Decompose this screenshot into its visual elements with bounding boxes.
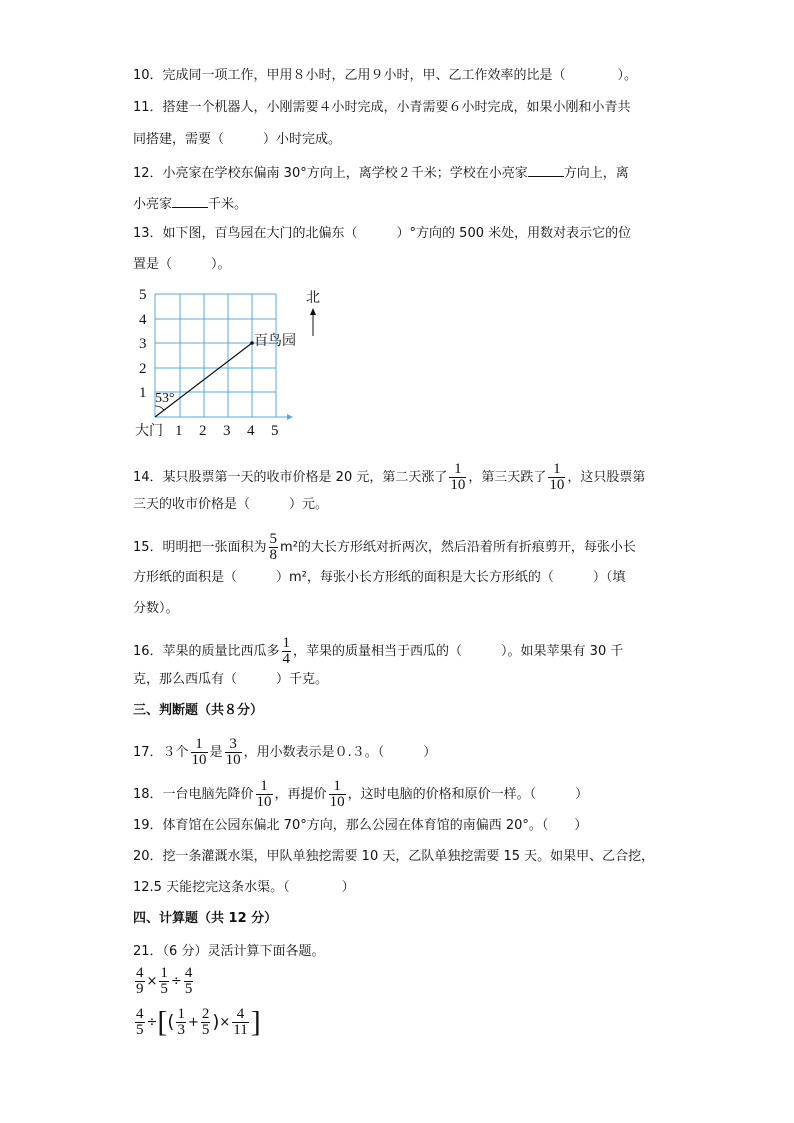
y-tick-label: 1	[139, 385, 147, 401]
denominator: 8	[269, 547, 278, 563]
denominator: 10	[549, 477, 565, 493]
fraction	[191, 737, 208, 768]
fraction	[201, 1007, 211, 1038]
denominator: 9	[136, 981, 144, 997]
right-paren: )	[212, 1011, 220, 1033]
numerator: 1	[191, 737, 208, 753]
operator: ÷	[170, 974, 182, 989]
y-tick-label: 5	[139, 287, 147, 303]
expression-2	[133, 1007, 261, 1038]
q14-text-b: ，第三天跌了	[468, 470, 547, 485]
numerator: 1	[329, 779, 346, 795]
q16-text-b: ，苹果的质量相当于西瓜的（ ）。如果苹果有 30 千	[293, 644, 624, 659]
question-12-line1	[133, 164, 629, 182]
fraction	[159, 966, 169, 997]
fraction	[282, 636, 292, 667]
numerator: 1	[177, 1006, 185, 1022]
question-15-line2: 方形纸的面积是（ ）m²，每张小长方形纸的面积是大长方形纸的（ ）（填	[133, 570, 626, 585]
denominator: 5	[136, 1022, 144, 1038]
q12-text-d: 千米。	[208, 197, 248, 212]
fraction	[135, 966, 145, 997]
y-tick-label: 2	[139, 361, 147, 377]
fraction	[232, 1007, 248, 1038]
operator: ×	[219, 1015, 231, 1030]
q17-text-a: 17．３个	[133, 745, 189, 760]
denominator: 3	[177, 1022, 185, 1038]
numerator: 1	[160, 965, 168, 981]
numerator: 4	[232, 1007, 248, 1023]
x-axis-arrow	[287, 414, 293, 420]
y-tick-label: 4	[139, 312, 147, 328]
origin-label: 大门	[135, 424, 163, 439]
denominator: 10	[450, 477, 466, 493]
question-16-line1	[133, 636, 623, 667]
question-14-line1	[133, 462, 645, 493]
denominator: 10	[225, 752, 241, 768]
fraction	[176, 1007, 186, 1038]
question-13-line1: 13．如下图，百鸟园在大门的北偏东（ ）°方向的 500 米处，用数对表示它的位	[133, 226, 632, 241]
section-heading-judgement: 三、判断题（共８分）	[133, 703, 264, 718]
denominator: 10	[256, 794, 272, 810]
x-tick-label: 2	[199, 423, 207, 439]
angle-arc	[155, 406, 164, 410]
fraction	[225, 737, 242, 768]
north-label: 北	[306, 291, 320, 306]
operator: ÷	[146, 1015, 158, 1030]
q16-text-a: 16．苹果的质量比西瓜多	[133, 644, 280, 659]
q18-text-a: 18．一台电脑先降价	[133, 787, 254, 802]
answer-blank[interactable]	[172, 195, 208, 208]
operator: +	[187, 1015, 199, 1030]
numerator: 1	[256, 779, 273, 795]
q15-text-b: 的大长方形纸对折两次，然后沿着所有折痕剪开，每张小长	[297, 540, 636, 555]
numerator: 1	[548, 462, 565, 478]
fraction	[548, 462, 565, 493]
numerator: 4	[184, 965, 193, 981]
fraction	[269, 532, 279, 563]
question-19: 19．体育馆在公园东偏北 70°方向，那么公园在体育馆的南偏西 20°。（ ）	[133, 818, 588, 833]
question-12-line2	[133, 195, 247, 213]
fraction	[184, 966, 194, 997]
question-20-line1: 20．挖一条灌溉水渠，甲队单独挖需要 10 天，乙队单独挖需要 15 天。如果甲、乙合挖，	[133, 849, 655, 864]
denominator: 10	[329, 794, 345, 810]
denominator: 5	[201, 1022, 210, 1038]
numerator: 1	[282, 635, 291, 651]
denominator: 5	[184, 981, 193, 997]
q12-text-b: 方向上，离	[563, 166, 629, 181]
direction-figure	[135, 284, 335, 444]
denominator: 5	[160, 981, 168, 997]
right-bracket: ]	[250, 1005, 261, 1039]
q17-text-c: ，用小数表示是０.３。（ ）	[243, 745, 437, 760]
x-tick-label: 5	[271, 423, 279, 439]
question-15-line1	[133, 532, 636, 563]
numerator: 2	[201, 1006, 210, 1022]
unit: m²	[280, 540, 298, 555]
question-15-line3: 分数）。	[133, 601, 179, 616]
question-16-line2: 克，那么西瓜有（ ）千克。	[133, 672, 329, 687]
fraction	[329, 779, 346, 810]
q14-text-a: 14．某只股票第一天的收市价格是 20 元，第二天涨了	[133, 470, 448, 485]
question-21: 21．（6 分）灵活计算下面各题。	[133, 944, 325, 959]
question-10: 10．完成同一项工作，甲用８小时，乙用９小时，甲、乙工作效率的比是（ ）。	[133, 68, 638, 83]
q17-text-b: 是	[209, 745, 223, 760]
expression-1	[133, 966, 195, 997]
q12-text-a: 12．小亮家在学校东偏南 30°方向上，离学校２千米；学校在小亮家	[133, 166, 528, 181]
park-label: 百鸟园	[254, 334, 296, 349]
q14-text-c: ，这只股票第	[567, 470, 646, 485]
numerator: 1	[449, 462, 466, 478]
numerator: 5	[269, 531, 278, 547]
question-17	[133, 737, 436, 768]
question-11-line1: 11．搭建一个机器人，小刚需要４小时完成，小青需要６小时完成，如果小刚和小青共	[133, 100, 631, 115]
denominator: 4	[282, 651, 291, 667]
question-20-line2: 12.5 天能挖完这条水渠。（ ）	[133, 880, 355, 895]
operator: ×	[146, 974, 158, 989]
fraction	[256, 779, 273, 810]
y-tick-label: 3	[139, 336, 147, 352]
q15-text-a: 15．明明把一张面积为	[133, 540, 267, 555]
question-11-line2: 同搭建，需要（ ）小时完成。	[133, 132, 342, 147]
q18-text-b: ，再提价	[274, 787, 327, 802]
q12-text-c: 小亮家	[133, 197, 173, 212]
answer-blank[interactable]	[528, 164, 564, 177]
section-heading-calculation: 四、计算题（共 12 分）	[133, 911, 278, 926]
denominator: 10	[191, 752, 207, 768]
x-tick-label: 4	[247, 423, 255, 439]
question-14-line2: 三天的收市价格是（ ）元。	[133, 497, 329, 512]
question-18	[133, 779, 588, 810]
north-arrow-icon	[310, 308, 316, 315]
denominator: 11	[233, 1022, 248, 1038]
numerator: 4	[136, 965, 144, 981]
left-bracket: [	[157, 1005, 168, 1039]
angle-label: 53°	[155, 391, 175, 406]
q18-text-c: ，这时电脑的价格和原价一样。（ ）	[347, 787, 589, 802]
numerator: 3	[225, 737, 242, 753]
fraction	[135, 1007, 145, 1038]
grid-svg	[135, 284, 335, 444]
x-tick-label: 3	[223, 423, 231, 439]
question-13-line2: 置是（ ）。	[133, 257, 231, 272]
x-tick-label: 1	[175, 423, 183, 439]
left-paren: (	[167, 1011, 175, 1033]
numerator: 4	[136, 1006, 144, 1022]
fraction	[449, 462, 466, 493]
